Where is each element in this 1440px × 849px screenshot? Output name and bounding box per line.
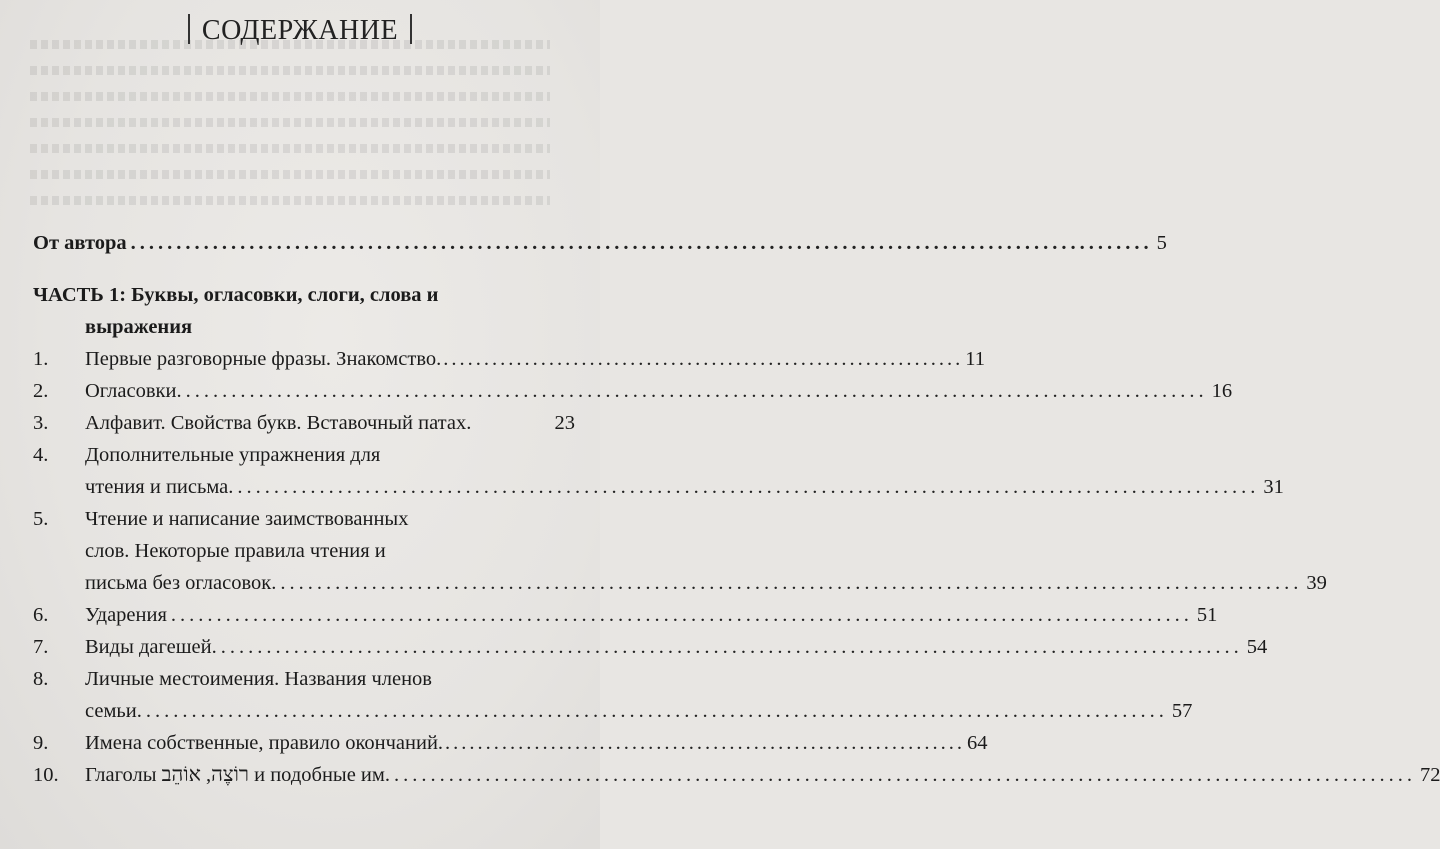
toc-entry-number: 10. bbox=[33, 764, 59, 786]
dot-leader: ................................................................................................................ bbox=[220, 636, 1243, 658]
toc-entry-5[interactable] bbox=[33, 503, 575, 535]
toc-page-number: 16 bbox=[1211, 380, 1233, 402]
toc-entry-7[interactable] bbox=[33, 631, 1268, 663]
table-of-contents bbox=[33, 227, 1440, 791]
bleed-through-texture bbox=[30, 40, 550, 230]
toc-entry-title: Личные местоимения. Названия членов bbox=[85, 668, 432, 690]
toc-entry-number: 7. bbox=[33, 636, 49, 658]
toc-entry-title: Первые разговорные фразы. Знакомство. bbox=[85, 348, 442, 370]
toc-page-number: 57 bbox=[1171, 700, 1193, 722]
dot-leader: ................................................................................................................ bbox=[280, 572, 1303, 594]
toc-page-number: 54 bbox=[1246, 636, 1268, 658]
toc-entry-title: Ударения bbox=[85, 604, 167, 626]
toc-page-number: 72 bbox=[1419, 764, 1440, 786]
toc-entry-number: 4. bbox=[33, 444, 49, 466]
dot-leader: ................................................................................................................ bbox=[237, 476, 1260, 498]
dot-leader: ................................................................................................................ bbox=[170, 604, 1193, 626]
toc-entry-title: От автора bbox=[33, 232, 127, 254]
toc-entry-number: 8. bbox=[33, 668, 49, 690]
toc-entry-title: Дополнительные упражнения для bbox=[85, 444, 381, 466]
toc-entry-title-continued: чтения и письма. bbox=[85, 476, 234, 498]
toc-page-number: 31 bbox=[1263, 476, 1284, 498]
toc-entry-title: Виды дагешей. bbox=[85, 636, 217, 658]
heading-right-bar bbox=[410, 14, 412, 44]
toc-entry-9[interactable] bbox=[33, 727, 988, 759]
toc-entry-3[interactable] bbox=[33, 407, 575, 439]
part-1-heading-line-1 bbox=[33, 279, 575, 311]
toc-entry-4[interactable] bbox=[33, 439, 575, 471]
toc-entry-title-continued: семьи. bbox=[85, 700, 142, 722]
toc-entry-2[interactable] bbox=[33, 375, 1233, 407]
dot-leader: ................................................................................................................ bbox=[130, 232, 1153, 254]
toc-entry-title: Глаголы רוֹצֶה, אוֹהֵב и подобные им. bbox=[85, 764, 390, 786]
toc-page-number: 51 bbox=[1196, 604, 1218, 626]
toc-page-number: 23 bbox=[554, 412, 575, 434]
toc-entry-title-continued: слов. Некоторые правила чтения и bbox=[85, 540, 386, 562]
part-1-title: ЧАСТЬ 1: Буквы, огласовки, слоги, слова и bbox=[33, 284, 439, 306]
dot-leader: ................................................................................................................ bbox=[145, 700, 1168, 722]
dot-leader: ................................................................................................................ bbox=[393, 764, 1416, 786]
toc-entry-4-continued[interactable] bbox=[33, 471, 1284, 503]
toc-entry-5-continued[interactable] bbox=[33, 535, 575, 567]
toc-page-number: 11 bbox=[965, 348, 985, 370]
toc-entry-8-continued[interactable] bbox=[33, 695, 1193, 727]
toc-entry-number: 3. bbox=[33, 412, 49, 434]
toc-page-number: 64 bbox=[967, 732, 988, 754]
dot-leader: ................................................................ bbox=[445, 732, 966, 754]
toc-entry-6[interactable] bbox=[33, 599, 1218, 631]
toc-entry-number: 2. bbox=[33, 380, 49, 402]
toc-entry-number: 5. bbox=[33, 508, 49, 530]
toc-page-number: 39 bbox=[1306, 572, 1327, 594]
toc-entry-title: Алфавит. Свойства букв. Вставочный патах. bbox=[85, 412, 472, 434]
part-1-title-continued: выражения bbox=[85, 316, 193, 338]
heading-text: СОДЕРЖАНИЕ bbox=[201, 15, 399, 46]
toc-entry-number: 9. bbox=[33, 732, 49, 754]
toc-entry-title-continued: письма без огласовок. bbox=[85, 572, 277, 594]
dot-leader: ................................................................................................................ bbox=[185, 380, 1208, 402]
toc-entry-10[interactable] bbox=[33, 759, 1440, 791]
toc-entry-author[interactable] bbox=[33, 227, 1167, 259]
toc-entry-title: Огласовки. bbox=[85, 380, 182, 402]
part-1-heading-line-2 bbox=[33, 311, 575, 343]
toc-entry-number: 6. bbox=[33, 604, 49, 626]
toc-entry-title: Имена собственные, правило окончаний. bbox=[85, 732, 444, 754]
toc-entry-5-continued[interactable] bbox=[33, 567, 1327, 599]
toc-entry-8[interactable] bbox=[33, 663, 575, 695]
toc-heading bbox=[0, 14, 600, 47]
toc-entry-title: Чтение и написание заимствованных bbox=[85, 508, 409, 530]
heading-left-bar bbox=[188, 14, 190, 44]
toc-entry-number: 1. bbox=[33, 348, 49, 370]
toc-entry-1[interactable] bbox=[33, 343, 985, 375]
toc-page-number: 5 bbox=[1156, 232, 1167, 254]
dot-leader: ................................................................ bbox=[443, 348, 964, 370]
